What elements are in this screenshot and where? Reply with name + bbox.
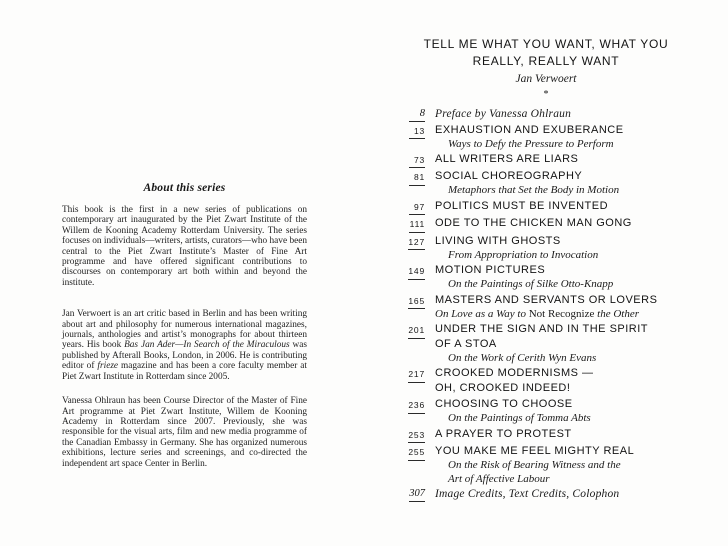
toc-entry-title-line: MASTERS AND SERVANTS OR LOVERS: [435, 293, 658, 306]
toc-entry-subtitle-line: [435, 308, 687, 321]
toc-page-number: [405, 216, 425, 233]
right-page: [405, 36, 687, 502]
toc-page-number: [405, 427, 425, 444]
toc-page-number: [405, 123, 425, 140]
toc-entry-subtitle-line: [448, 184, 687, 197]
text-segment: Bas Jan Ader—In Search of the Miraculous: [124, 340, 290, 351]
text-segment: On the Risk of Bearing Witness and the: [448, 459, 621, 472]
toc-entry: [405, 293, 687, 321]
toc-entry-title-line: CHOOSING TO CHOOSE: [435, 398, 573, 411]
toc-page-number: [405, 397, 425, 414]
toc-entry-subtitle-line: [448, 459, 687, 472]
toc-page-number-underlined: 165: [408, 295, 425, 310]
toc-page-number-underlined: 255: [408, 446, 425, 461]
toc-page-number-underlined: 127: [408, 236, 425, 251]
toc-entry-title-line: CROOKED MODERNISMS —: [435, 367, 594, 380]
book-title-line-1: TELL ME WHAT YOU WANT, WHAT YOU: [423, 37, 669, 51]
text-segment: On the Paintings of Tomma Abts: [448, 412, 591, 425]
toc-page-number-underlined: 236: [408, 399, 425, 414]
left-page: [62, 182, 307, 469]
toc-page-number: [405, 234, 425, 251]
toc-entry-title-line: A PRAYER TO PROTEST: [435, 427, 572, 440]
series-paragraph: [62, 309, 307, 382]
toc-entry: [405, 169, 687, 197]
toc-page-number-underlined: 8: [409, 107, 425, 122]
toc-page-number: [405, 169, 425, 186]
toc-entry-text: [435, 427, 687, 442]
toc-entry: [405, 444, 687, 486]
toc-entry: [405, 107, 687, 122]
toc-entry-title-line: POLITICS MUST BE INVENTED: [435, 199, 609, 212]
toc-page-number-underlined: 201: [408, 324, 425, 339]
toc-entry-text: [435, 397, 687, 425]
toc-page-number-underlined: 217: [408, 368, 425, 383]
toc-entry-subtitle-line: [448, 352, 687, 365]
toc-entry-text: [435, 444, 687, 486]
toc-entry-subtitle-line: [448, 278, 687, 291]
series-paragraph: [62, 205, 307, 288]
text-segment: On the Work of Cerith Wyn Evans: [448, 352, 597, 365]
toc-entry: [405, 234, 687, 262]
text-segment: the Other: [594, 307, 639, 320]
toc-entry-text: [435, 263, 687, 291]
toc-page-number: [405, 487, 425, 502]
text-segment: Art of Affective Labour: [448, 472, 550, 485]
toc-entry-subtitle-line: [448, 412, 687, 425]
toc-entry-title-line: Image Credits, Text Credits, Colophon: [435, 488, 620, 501]
toc-entry: [405, 152, 687, 169]
toc-page-number: [405, 152, 425, 169]
toc-entry-title-line: OF A STOA: [435, 338, 497, 351]
toc-entry-subtitle-line: [448, 138, 687, 151]
author-name: Jan Verwoert: [515, 73, 577, 85]
toc-entry: [405, 366, 687, 396]
toc-entry-title-line: YOU MAKE ME FEEL MIGHTY REAL: [435, 445, 635, 458]
toc-page-number-underlined: 111: [409, 218, 425, 233]
toc-entry-subtitle-line: [448, 249, 687, 262]
toc-page-number-underlined: 13: [409, 125, 425, 140]
toc-entry-text: [435, 487, 687, 501]
toc-entry: [405, 263, 687, 291]
text-segment: Metaphors that Set the Body in Motion: [448, 184, 620, 197]
text-segment: Not Recognize: [528, 307, 595, 320]
toc-page-number: [405, 293, 425, 310]
series-heading: About this series: [143, 182, 226, 194]
toc-entry-title-line: EXHAUSTION AND EXUBERANCE: [435, 123, 624, 136]
text-segment: From Appropriation to Invocation: [448, 248, 599, 261]
toc-page-number: [405, 107, 425, 122]
table-of-contents: [405, 107, 687, 502]
text-segment: was published by Afterall Books, London, in 2006. He is contributing editor of: [62, 340, 307, 372]
text-segment: magazine and has been a core faculty member at Piet Zwart Institute in Rotterdam since 2005.: [62, 361, 307, 382]
book-title-line-2: REALLY, REALLY WANT: [472, 54, 620, 68]
text-segment: Vanessa Ohlraun has been Course Director of the Master of Fine Art programme at Piet Zwart Institute, Willem de Kooning Academy in Rotterdam since 2007. Previously, she was responsible for the visual arts, film and new media programme of the Canadian Embassy in Germany. She has organized numerous exhibitions, lecture series and screenings, and co-directed the independent art space Center in Berlin.: [62, 396, 307, 469]
toc-entry-title-line: ODE TO THE CHICKEN MAN GONG: [435, 217, 632, 230]
toc-page-number: [405, 199, 425, 216]
toc-entry-title-line: OH, CROOKED INDEED!: [435, 382, 571, 395]
toc-entry-text: [435, 216, 687, 231]
toc-entry-title-line: SOCIAL CHOREOGRAPHY: [435, 170, 583, 183]
toc-entry-text: [435, 234, 687, 262]
toc-page-number-underlined: 149: [408, 265, 425, 280]
text-segment: This book is the first in a new series of publications on contemporary art inaugurated by the Piet Zwart Institute of the Willem de Kooning Academy Rotterdam University. The series focuses on individuals—writers, artists, curators—who have been central to the Piet Zwart Institute’s Master of Fine Art programme and have offered significant contributions to discourses on contemporary art both within and beyond the institute.: [62, 205, 307, 288]
book-title: [405, 36, 687, 70]
toc-page-number: [405, 366, 425, 383]
toc-page-number-underlined: 81: [409, 171, 425, 186]
toc-entry-title-line: MOTION PICTURES: [435, 264, 546, 277]
text-segment: On Love as a Way to: [435, 307, 529, 320]
toc-entry-text: [435, 322, 687, 365]
asterisk-separator: *: [543, 89, 549, 100]
toc-page-number-underlined: 97: [409, 201, 425, 216]
toc-entry: [405, 123, 687, 151]
series-paragraph: [62, 396, 307, 469]
toc-entry-text: [435, 293, 687, 321]
text-segment: frieze: [97, 361, 119, 372]
toc-entry-title-line: ALL WRITERS ARE LIARS: [435, 152, 579, 165]
toc-entry-text: [435, 366, 687, 396]
toc-entry-title-line: LIVING WITH GHOSTS: [435, 234, 561, 247]
toc-entry-text: [435, 107, 687, 121]
toc-page-number-underlined: 307: [409, 487, 425, 502]
toc-entry: [405, 427, 687, 444]
toc-entry: [405, 487, 687, 502]
toc-entry: [405, 216, 687, 233]
toc-page-number: [405, 444, 425, 461]
toc-entry: [405, 199, 687, 216]
text-segment: On the Paintings of Silke Otto-Knapp: [448, 278, 614, 291]
toc-page-number: [405, 263, 425, 280]
toc-entry-text: [435, 199, 687, 214]
toc-entry-text: [435, 169, 687, 197]
toc-entry-title-line: UNDER THE SIGN AND IN THE SPIRIT: [435, 323, 649, 336]
toc-entry-text: [435, 123, 687, 151]
toc-page-number-underlined: 73: [409, 154, 425, 169]
toc-page-number: [405, 322, 425, 339]
toc-entry-subtitle-line: [448, 473, 687, 486]
series-paragraphs: [62, 205, 307, 469]
toc-page-number-underlined: 253: [408, 429, 425, 444]
toc-entry-title-line: Preface by Vanessa Ohlraun: [435, 108, 572, 120]
toc-entry: [405, 397, 687, 425]
text-segment: Ways to Defy the Pressure to Perform: [448, 137, 614, 150]
text-segment: Jan Verwoert is an art critic based in Berlin and has been writing about art and philosophy for numerous international magazines, journals, anthologies and artist’s monographs for about thirteen years. His book: [62, 309, 307, 351]
toc-entry: [405, 322, 687, 365]
toc-entry-text: [435, 152, 687, 167]
